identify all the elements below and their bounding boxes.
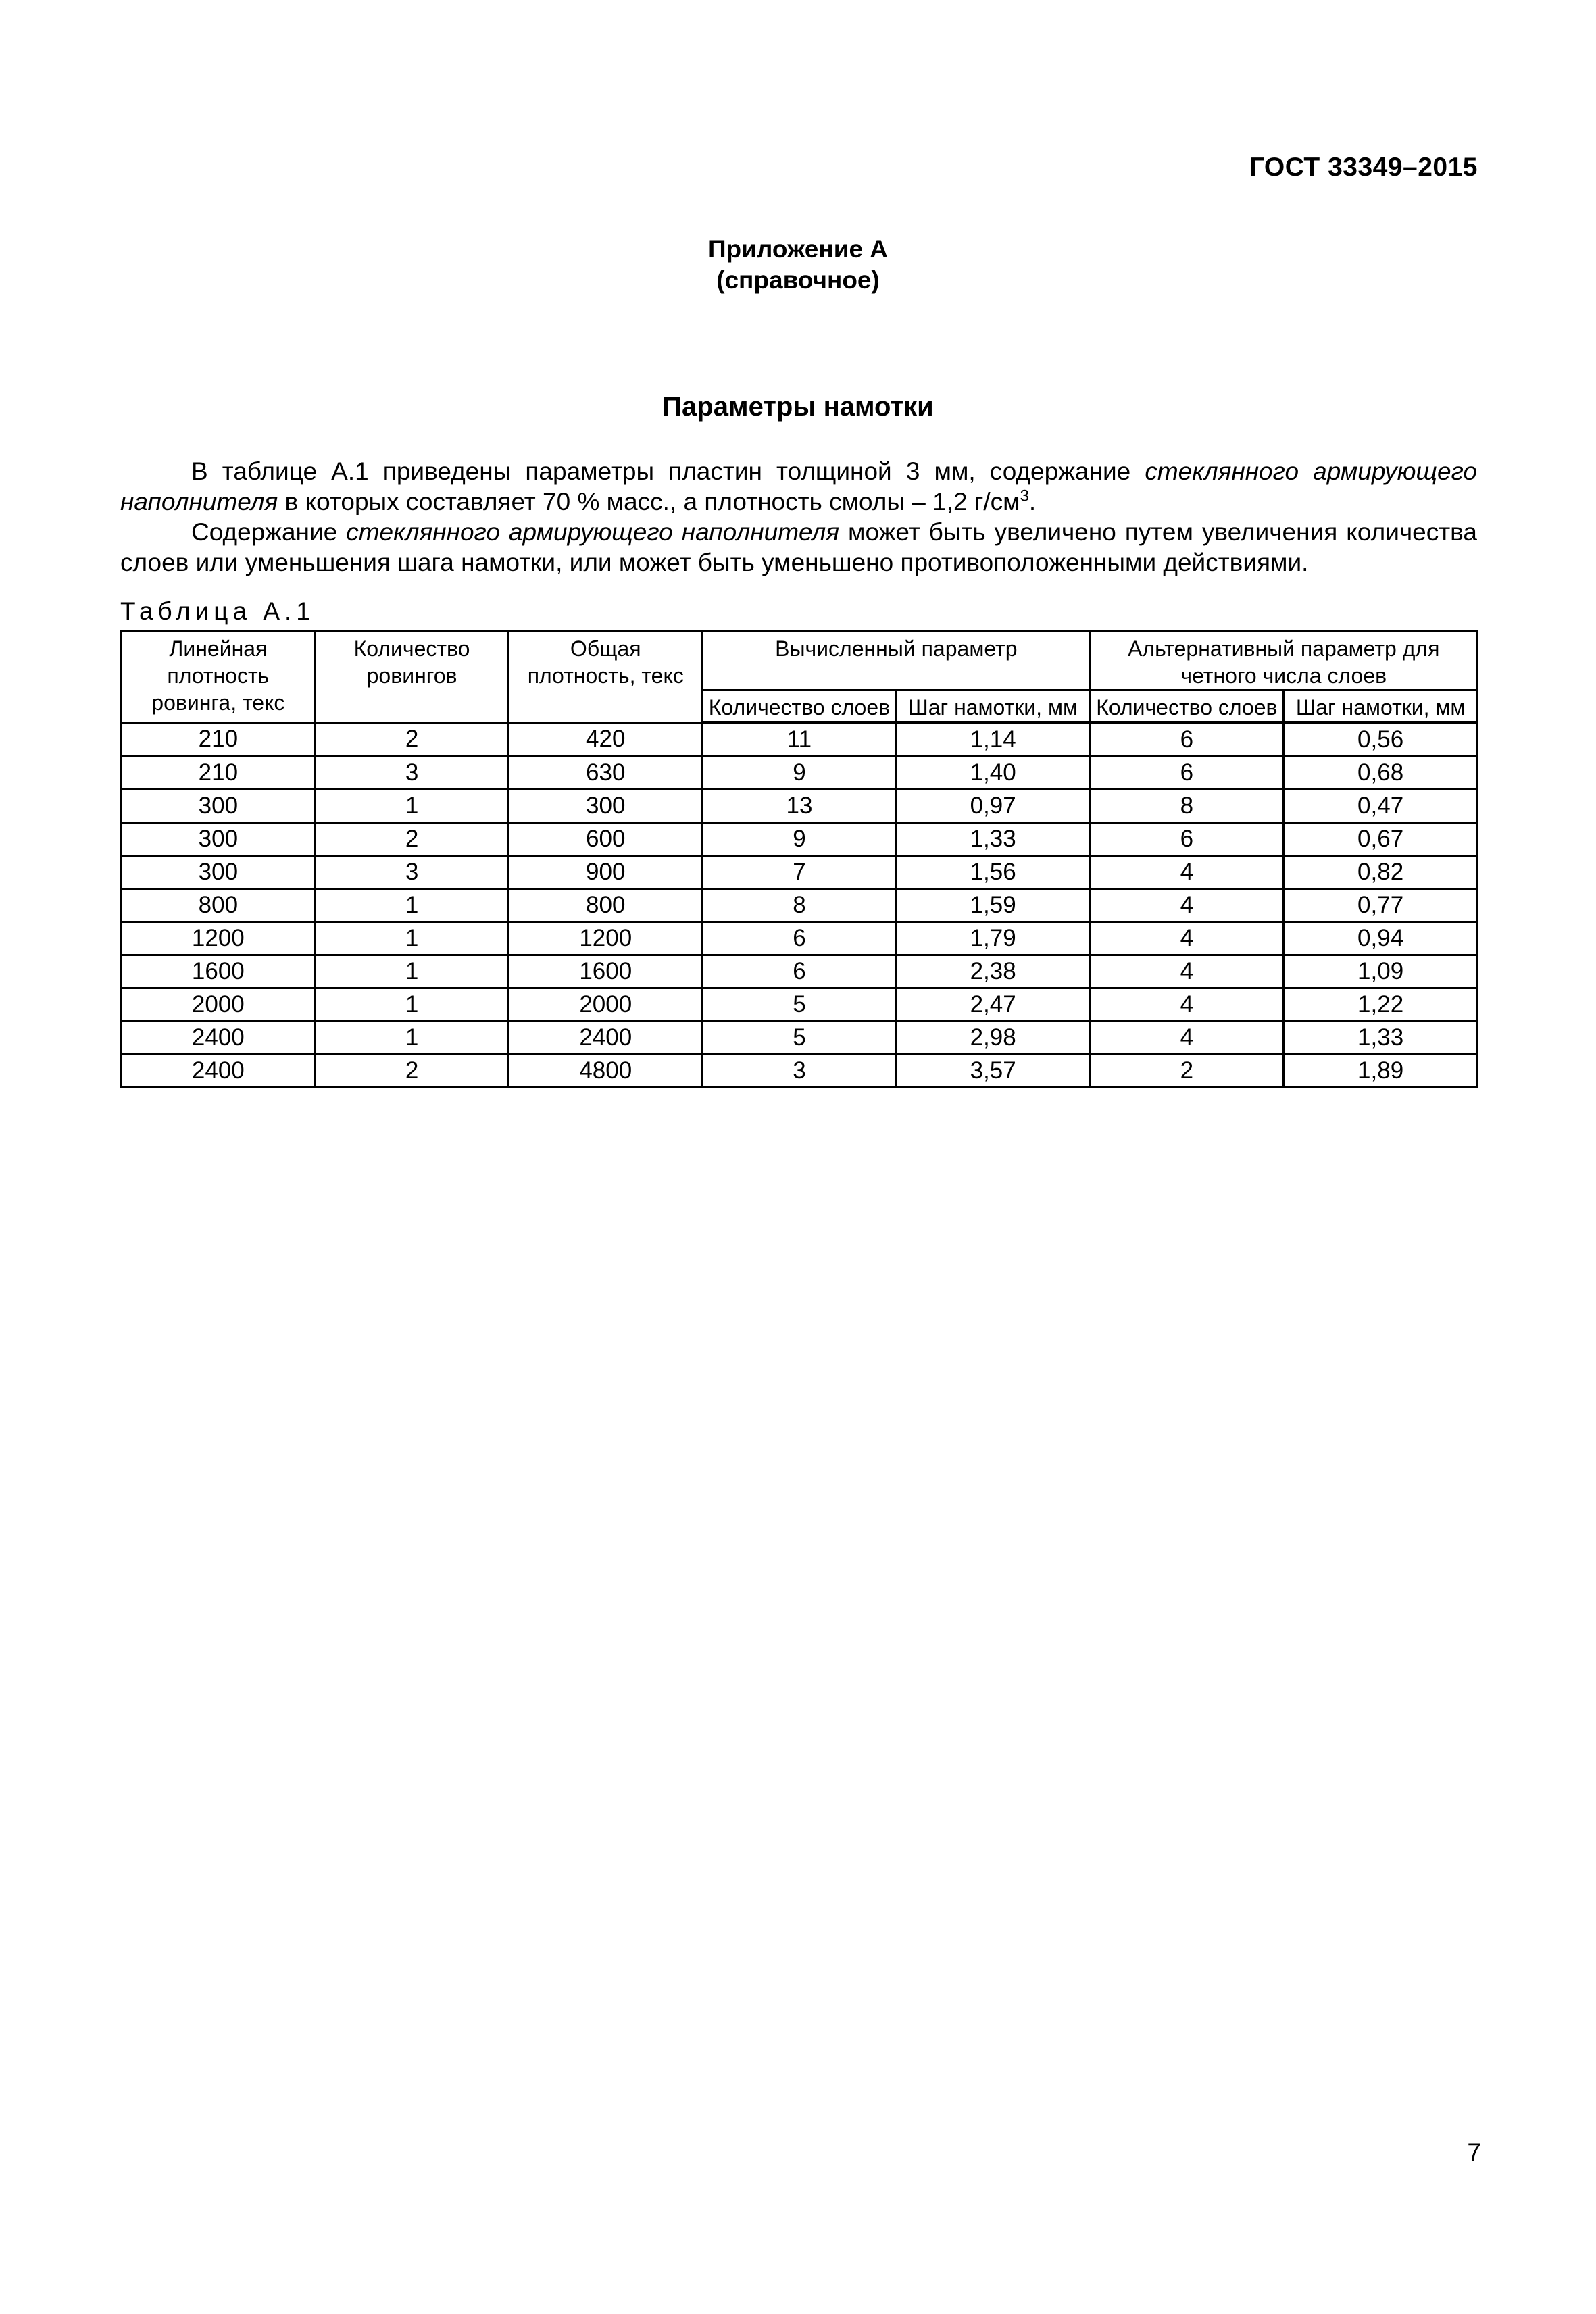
header-alternative-parameter: Альтернативный параметр для четного числа слоев — [1090, 632, 1477, 690]
table-cell: 2000 — [122, 988, 316, 1022]
table-cell: 8 — [703, 889, 897, 922]
table-cell: 600 — [509, 823, 703, 856]
header-linear-density: Линейная плотность ровинга, текс — [122, 632, 316, 723]
table-cell: 2000 — [509, 988, 703, 1022]
table-cell: 1 — [315, 1022, 509, 1055]
table-row — [122, 823, 1478, 856]
table-cell: 1,79 — [896, 922, 1090, 955]
table-cell: 6 — [703, 955, 897, 988]
table-cell: 9 — [703, 823, 897, 856]
table-row — [122, 1055, 1478, 1088]
table-cell: 210 — [122, 757, 316, 790]
table-cell: 2 — [315, 723, 509, 757]
table-cell: 5 — [703, 1022, 897, 1055]
table-cell: 1600 — [122, 955, 316, 988]
paragraph-1-superscript: 3 — [1020, 486, 1029, 505]
table-cell: 5 — [703, 988, 897, 1022]
paragraph-1 — [120, 456, 1477, 517]
table-cell: 1 — [315, 922, 509, 955]
table-cell: 4 — [1090, 922, 1284, 955]
paragraph-1-text-d: . — [1028, 488, 1037, 515]
table-cell: 0,94 — [1284, 922, 1478, 955]
table-cell: 4 — [1090, 1022, 1284, 1055]
table-cell: 1 — [315, 988, 509, 1022]
table-row — [122, 1022, 1478, 1055]
table-cell: 3,57 — [896, 1055, 1090, 1088]
table-cell: 300 — [509, 790, 703, 823]
paragraph-1-text-c: в которых составляет 70 % масс., а плотность смолы – 1,2 г/см — [278, 488, 1020, 515]
header-step-calc: Шаг намотки, мм — [896, 690, 1090, 723]
table-cell: 900 — [509, 856, 703, 889]
paragraph-2-text-a: Содержание — [191, 518, 347, 546]
table-cell: 0,47 — [1284, 790, 1478, 823]
table-cell: 1,22 — [1284, 988, 1478, 1022]
table-cell: 6 — [1090, 823, 1284, 856]
paragraph-2 — [120, 517, 1477, 578]
header-calculated-parameter: Вычисленный параметр — [703, 632, 1090, 690]
table-cell: 11 — [703, 723, 897, 757]
header-rovings-count: Количество ровингов — [315, 632, 509, 723]
table-cell: 800 — [509, 889, 703, 922]
header-total-density: Общая плотность, текс — [509, 632, 703, 723]
table-row — [122, 757, 1478, 790]
table-cell: 0,68 — [1284, 757, 1478, 790]
table-cell: 3 — [315, 757, 509, 790]
table-cell: 4800 — [509, 1055, 703, 1088]
table-cell: 4 — [1090, 889, 1284, 922]
table-cell: 2,38 — [896, 955, 1090, 988]
table-row — [122, 922, 1478, 955]
table-cell: 1,59 — [896, 889, 1090, 922]
table-cell: 210 — [122, 723, 316, 757]
table-cell: 2,47 — [896, 988, 1090, 1022]
table-cell: 8 — [1090, 790, 1284, 823]
paragraph-1-text-a: В таблице А.1 приведены параметры пластин толщиной 3 мм, содержание — [191, 457, 1145, 485]
table-cell: 2400 — [509, 1022, 703, 1055]
table-cell: 0,56 — [1284, 723, 1478, 757]
appendix-subtitle: (справочное) — [716, 266, 880, 294]
table-cell: 1 — [315, 889, 509, 922]
appendix-title: Приложение А — [707, 235, 889, 263]
table-row — [122, 856, 1478, 889]
table-cell: 4 — [1090, 856, 1284, 889]
table-cell: 4 — [1090, 988, 1284, 1022]
table-cell: 1,89 — [1284, 1055, 1478, 1088]
table-cell: 1 — [315, 955, 509, 988]
table-cell: 630 — [509, 757, 703, 790]
table-cell: 1,56 — [896, 856, 1090, 889]
table-cell: 300 — [122, 823, 316, 856]
table-cell: 1200 — [122, 922, 316, 955]
table-cell: 9 — [703, 757, 897, 790]
table-cell: 2 — [315, 1055, 509, 1088]
table-cell: 300 — [122, 856, 316, 889]
table-cell: 1,14 — [896, 723, 1090, 757]
page-number: 7 — [1467, 2138, 1481, 2166]
section-title: Параметры намотки — [662, 392, 934, 422]
table-row — [122, 790, 1478, 823]
table-cell: 6 — [1090, 757, 1284, 790]
table-cell: 2 — [1090, 1055, 1284, 1088]
table-cell: 1,33 — [896, 823, 1090, 856]
table-caption: Таблица А.1 — [120, 597, 315, 625]
table-cell: 4 — [1090, 955, 1284, 988]
table-row — [122, 723, 1478, 757]
parameters-table — [120, 630, 1478, 1088]
table-cell: 420 — [509, 723, 703, 757]
table-cell: 2400 — [122, 1022, 316, 1055]
table-row — [122, 988, 1478, 1022]
table-cell: 0,77 — [1284, 889, 1478, 922]
paragraph-2-emphasis: стеклянного армирующего наполнителя — [346, 518, 840, 546]
table-cell: 1600 — [509, 955, 703, 988]
header-step-alt: Шаг намотки, мм — [1284, 690, 1478, 723]
table-cell: 2 — [315, 823, 509, 856]
table-cell: 2400 — [122, 1055, 316, 1088]
table-cell: 1,09 — [1284, 955, 1478, 988]
header-layers-count-alt: Количество слоев — [1090, 690, 1284, 723]
table-cell: 3 — [703, 1055, 897, 1088]
table-cell: 7 — [703, 856, 897, 889]
appendix-heading — [0, 234, 1596, 296]
table-cell: 1,40 — [896, 757, 1090, 790]
paragraph-2-text-c: может быть увеличено путем увеличения количества слоев или уменьшения шага намотки, или может быть уменьшено противоположенными действиями. — [120, 518, 1477, 576]
table-cell: 0,82 — [1284, 856, 1478, 889]
table-cell: 0,97 — [896, 790, 1090, 823]
table-cell: 3 — [315, 856, 509, 889]
table-row — [122, 955, 1478, 988]
body-text — [120, 456, 1477, 578]
table-cell: 1,33 — [1284, 1022, 1478, 1055]
header-layers-count-calc: Количество слоев — [703, 690, 897, 723]
table-cell: 300 — [122, 790, 316, 823]
table-cell: 0,67 — [1284, 823, 1478, 856]
table-cell: 1 — [315, 790, 509, 823]
table-cell: 800 — [122, 889, 316, 922]
paragraph-1-emphasis: стеклянного армирующего наполнителя — [120, 457, 1477, 515]
table-header-row — [122, 632, 1478, 690]
table-cell: 1200 — [509, 922, 703, 955]
table-cell: 6 — [703, 922, 897, 955]
table-row — [122, 889, 1478, 922]
table-cell: 13 — [703, 790, 897, 823]
table-cell: 6 — [1090, 723, 1284, 757]
table-cell: 2,98 — [896, 1022, 1090, 1055]
document-code: ГОСТ 33349–2015 — [1249, 153, 1478, 182]
